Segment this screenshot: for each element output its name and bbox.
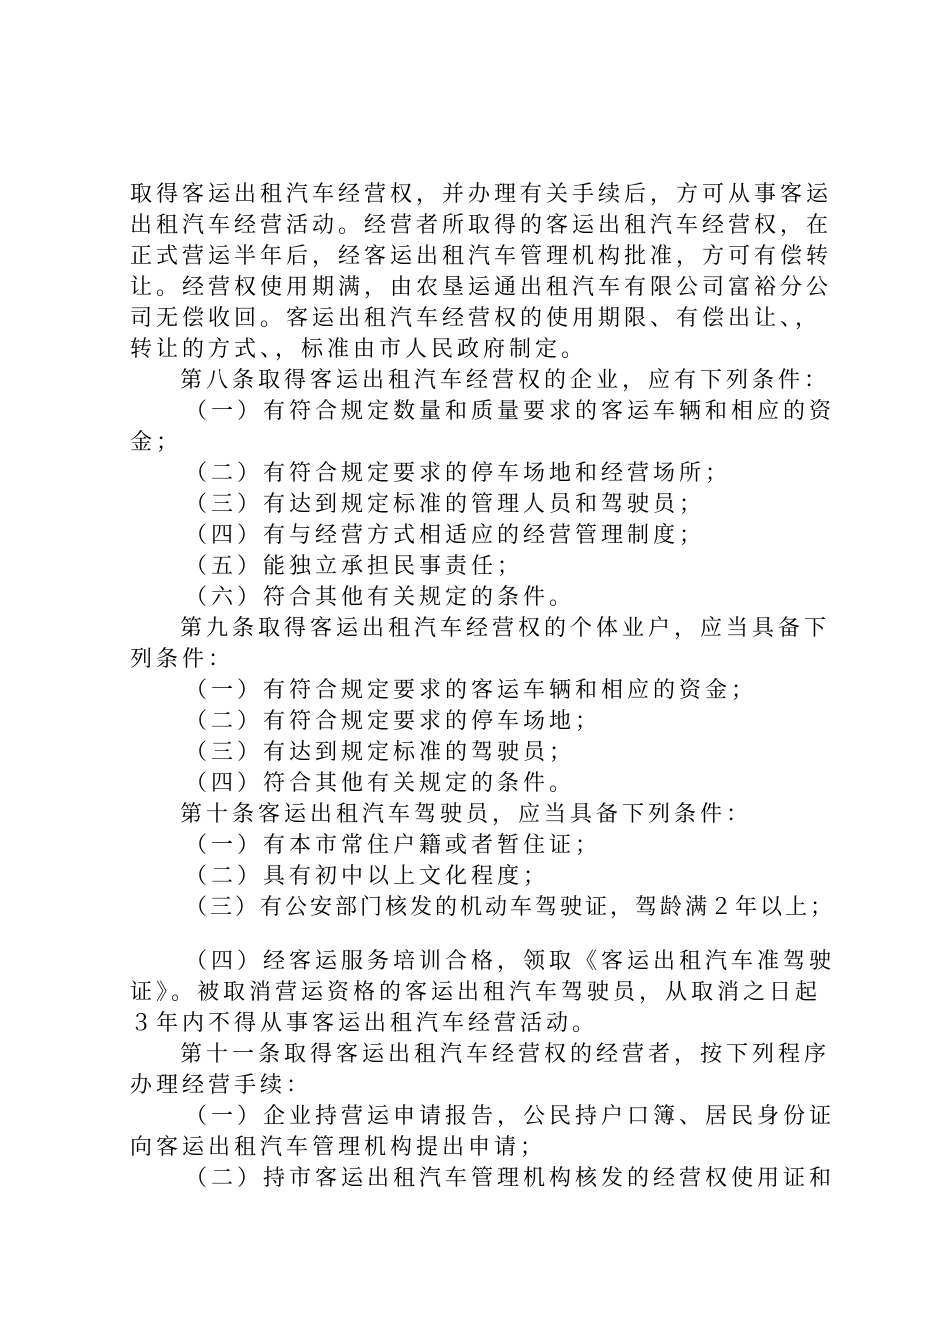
list-item: （一）有本市常住户籍或者暂住证； — [185, 833, 602, 858]
text-line: 让。经营权使用期满，由农垦运通出租汽车有限公司富裕分公 — [130, 275, 833, 300]
list-item: （三）有公安部门核发的机动车驾驶证，驾龄满２年以上； — [185, 895, 836, 920]
text-line: 取得客运出租汽车经营权，并办理有关手续后，方可从事客运 — [130, 182, 833, 207]
text-line: 证》。被取消营运资格的客运出租汽车驾驶员，从取消之日起 — [130, 980, 822, 1005]
list-item: （三）有达到规定标准的管理人员和驾驶员； — [185, 492, 706, 517]
text-line: 金； — [130, 430, 183, 455]
article-heading: 第十一条取得客运出租汽车经营权的经营者，按下列程序 — [180, 1042, 831, 1067]
text-line: 办理经营手续： — [130, 1073, 313, 1098]
list-item: （二）有符合规定要求的停车场地； — [185, 709, 602, 734]
list-item: （一）有符合规定数量和质量要求的客运车辆和相应的资 — [185, 399, 836, 424]
text-line: ３年内不得从事客运出租汽车经营活动。 — [130, 1011, 599, 1036]
text-line: 转让的方式、，标准由市人民政府制定。 — [130, 337, 588, 362]
list-item: （一）有符合规定要求的客运车辆和相应的资金； — [185, 678, 758, 703]
list-item: （一）企业持营运申请报告，公民持户口簿、居民身份证 — [185, 1104, 836, 1129]
text-line: 出租汽车经营活动。经营者所取得的客运出租汽车经营权，在 — [130, 213, 833, 238]
list-item: （二）持市客运出租汽车管理机构核发的经营权使用证和 — [185, 1166, 836, 1191]
list-item: （六）符合其他有关规定的条件。 — [185, 585, 576, 610]
list-item: （四）经客运服务培训合格，领取《客运出租汽车准驾驶 — [185, 949, 836, 974]
text-line: 正式营运半年后，经客运出租汽车管理机构批准，方可有偿转 — [130, 244, 833, 269]
text-line: 列条件： — [130, 647, 235, 672]
article-heading: 第九条取得客运出租汽车经营权的个体业户，应当具备下 — [180, 616, 831, 641]
list-item: （二）有符合规定要求的停车场地和经营场所； — [185, 461, 732, 486]
text-line: 向客运出租汽车管理机构提出申请； — [130, 1135, 547, 1160]
list-item: （二）具有初中以上文化程度； — [185, 864, 550, 889]
list-item: （三）有达到规定标准的驾驶员； — [185, 740, 576, 765]
article-heading: 第八条取得客运出租汽车经营权的企业，应有下列条件： — [180, 368, 831, 393]
list-item: （五）能独立承担民事责任； — [185, 554, 524, 579]
list-item: （四）符合其他有关规定的条件。 — [185, 771, 576, 796]
list-item: （四）有与经营方式相适应的经营管理制度； — [185, 523, 706, 548]
article-heading: 第十条客运出租汽车驾驶员，应当具备下列条件： — [180, 802, 753, 827]
text-line: 司无偿收回。客运出租汽车经营权的使用期限、有偿出让、， — [130, 306, 822, 331]
